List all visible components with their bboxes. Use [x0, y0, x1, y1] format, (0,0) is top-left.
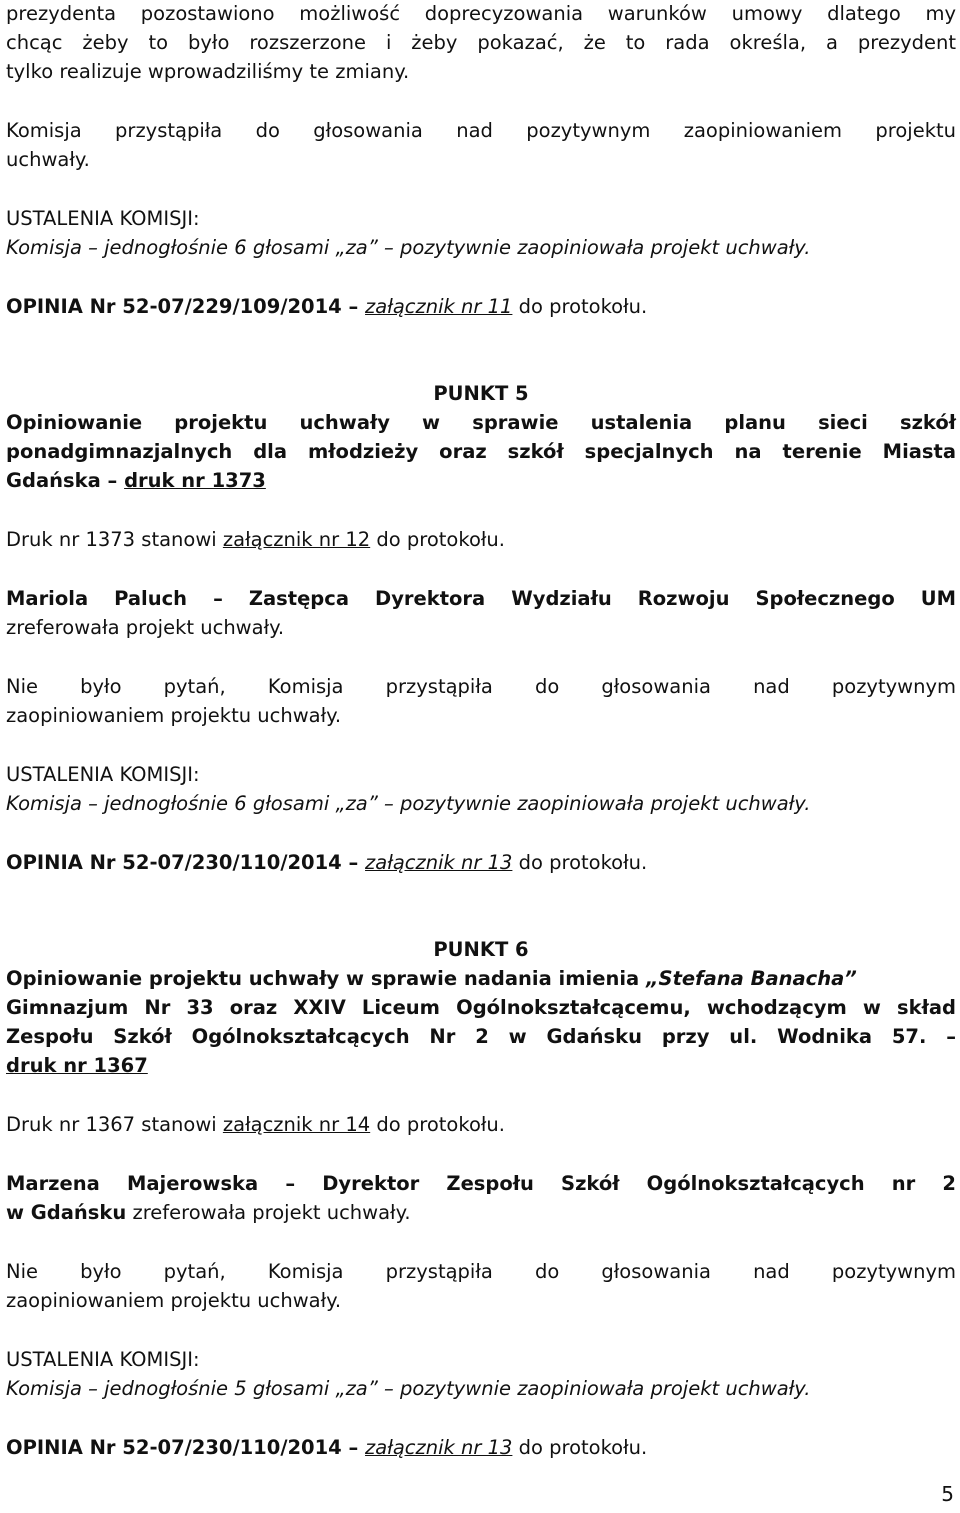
speaker-location: w Gdańsku: [6, 1201, 127, 1224]
attachment-link[interactable]: załącznik nr 13: [365, 1436, 513, 1459]
speaker-line: Marzena Majerowska – Dyrektor Zespołu Szkół Ogólnokształcących nr 2: [6, 1172, 956, 1195]
paragraph-line: zaopiniowaniem projektu uchwały.: [6, 1289, 342, 1312]
findings-heading: USTALENIA KOMISJI:: [6, 1348, 200, 1371]
paragraph-line: [6, 1199, 956, 1227]
vote-result: Komisja – jednogłośnie 6 głosami „za” – pozytywnie zaopiniowała projekt uchwały.: [6, 792, 811, 815]
patron-name: „Stefana Banacha”: [645, 967, 857, 990]
title-text: Gdańska –: [6, 469, 125, 492]
title-text: Opiniowanie projektu uchwały w sprawie nadania imienia: [6, 967, 646, 990]
opinion-number: OPINIA Nr 52-07/230/110/2014: [6, 1436, 342, 1459]
attachment-link[interactable]: załącznik nr 12: [222, 528, 371, 551]
suffix-text: do protokołu.: [512, 295, 648, 318]
paragraph-line: tylko realizuje wprowadziliśmy te zmiany.: [6, 60, 410, 83]
opinion-reference: [6, 849, 956, 877]
paragraph-line: Nie było pytań, Komisja przystąpiła do głosowania nad pozytywnym: [6, 675, 956, 698]
attachment-link[interactable]: załącznik nr 14: [222, 1113, 371, 1136]
druk-link[interactable]: druk nr 1373: [124, 469, 266, 492]
druk-link[interactable]: druk nr 1367: [6, 1054, 148, 1077]
vote-result: Komisja – jednogłośnie 6 głosami „za” – pozytywnie zaopiniowała projekt uchwały.: [6, 236, 811, 259]
opinion-number: OPINIA Nr 52-07/229/109/2014: [6, 295, 342, 318]
paragraph-line: zreferowała projekt uchwały.: [6, 616, 285, 639]
section-title-line: Gimnazjum Nr 33 oraz XXIV Liceum Ogólnokształcącemu, wchodzącym w skład: [6, 996, 956, 1019]
note-text: Druk nr 1373 stanowi: [6, 528, 223, 551]
opinion-number: OPINIA Nr 52-07/230/110/2014: [6, 851, 342, 874]
section-title-line: Zespołu Szkół Ogólnokształcących Nr 2 w Gdańsku przy ul. Wodnika 57. –: [6, 1025, 956, 1048]
section-heading-punkt-6: PUNKT 6: [433, 938, 529, 961]
findings-heading: USTALENIA KOMISJI:: [6, 207, 200, 230]
suffix-text: do protokołu.: [512, 1436, 648, 1459]
paragraph-line: uchwały.: [6, 148, 90, 171]
paragraph-line: zaopiniowaniem projektu uchwały.: [6, 704, 342, 727]
paragraph-line: chcąc żeby to było rozszerzone i żeby pokazać, że to rada określa, a prezydent: [6, 31, 956, 54]
section-title-line: Opiniowanie projektu uchwały w sprawie ustalenia planu sieci szkół: [6, 411, 956, 434]
section-heading-punkt-5: PUNKT 5: [433, 382, 529, 405]
druk-note: [6, 1111, 956, 1139]
paragraph-text: zreferowała projekt uchwały.: [126, 1201, 411, 1224]
page-number: 5: [941, 1482, 954, 1506]
paragraph-line: Komisja przystąpiła do głosowania nad pozytywnym zaopiniowaniem projektu: [6, 119, 956, 142]
opinion-reference: [6, 1434, 956, 1462]
section-title-line: [6, 467, 956, 495]
dash: –: [341, 1436, 366, 1459]
note-suffix: do protokołu.: [370, 1113, 505, 1136]
paragraph-line: Nie było pytań, Komisja przystąpiła do głosowania nad pozytywnym: [6, 1260, 956, 1283]
findings-heading: USTALENIA KOMISJI:: [6, 763, 200, 786]
speaker-line: Mariola Paluch – Zastępca Dyrektora Wydziału Rozwoju Społecznego UM: [6, 587, 956, 610]
vote-result: Komisja – jednogłośnie 5 głosami „za” – pozytywnie zaopiniowała projekt uchwały.: [6, 1377, 811, 1400]
attachment-link[interactable]: załącznik nr 13: [365, 851, 513, 874]
opinion-reference: [6, 293, 956, 321]
section-title-line: [6, 965, 956, 993]
dash: –: [341, 295, 366, 318]
attachment-link[interactable]: załącznik nr 11: [365, 295, 513, 318]
druk-note: [6, 526, 956, 554]
suffix-text: do protokołu.: [512, 851, 648, 874]
paragraph-line: prezydenta pozostawiono możliwość doprecyzowania warunków umowy dlatego my: [6, 2, 956, 25]
dash: –: [341, 851, 366, 874]
note-text: Druk nr 1367 stanowi: [6, 1113, 223, 1136]
note-suffix: do protokołu.: [370, 528, 505, 551]
section-title-line: ponadgimnazjalnych dla młodzieży oraz szkół specjalnych na terenie Miasta: [6, 440, 956, 463]
